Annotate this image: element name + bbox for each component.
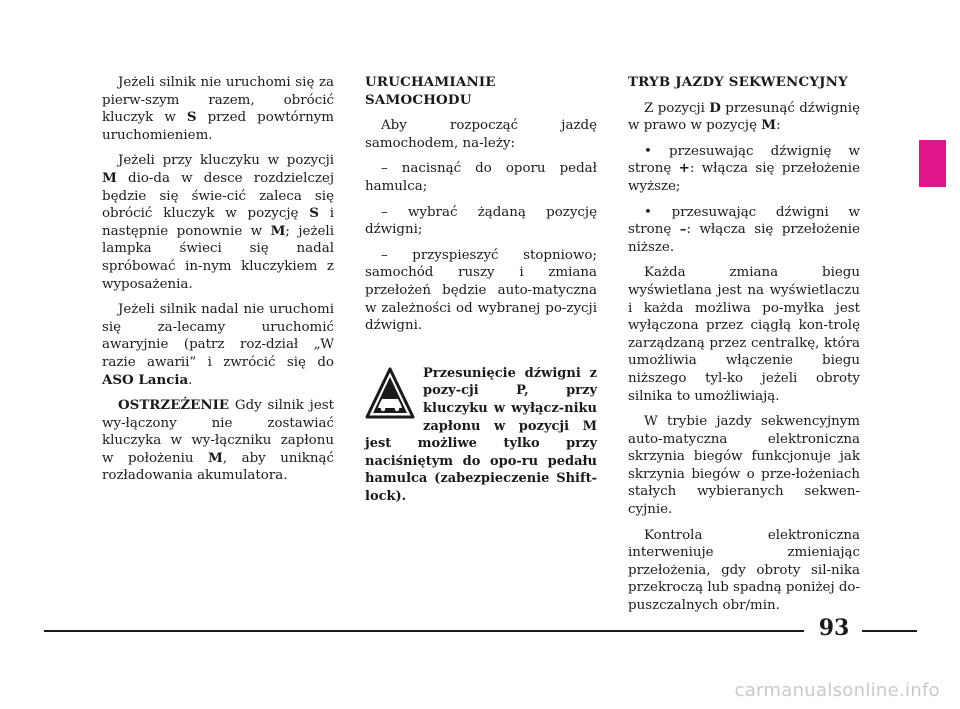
bold-text: M <box>208 449 223 466</box>
footer-rule-right <box>862 630 917 632</box>
bold-text: + <box>678 160 690 177</box>
text: przesunąć dźwignię w prawo w pozycję <box>628 100 860 134</box>
bold-text: D <box>709 99 721 116</box>
text: , aby uniknąć rozładowania akumulatora. <box>102 450 334 484</box>
warning-paragraph <box>102 397 334 485</box>
section-heading: TRYB JAZDY SEKWENCYJNY <box>628 74 848 90</box>
paragraph <box>102 152 334 293</box>
column-right <box>628 74 860 623</box>
text: Jeżeli silnik nie uruchomi się za pierw-szym razem, obrócić kluczyk w <box>102 75 334 126</box>
heading-line: SAMOCHODU <box>365 91 472 108</box>
text: • przesuwając dźwignię w stronę <box>628 143 860 177</box>
warning-text: Przesunięcie dźwigni z pozy-cji P, przy kluczyku w wyłącz-niku zapłonu w pozycji M jest możliwe tylko przy naciśniętym do opo-ru pedału hamulca (zabezpieczenie Shift-lock). <box>365 365 597 504</box>
bold-text: M <box>102 169 117 186</box>
text: • przesuwając dźwigni w stronę <box>628 204 860 238</box>
section-tab-marker <box>919 140 946 187</box>
text: dio-da w desce rozdzielczej będzie się świe-cić zaleca się obrócić kluczyk w pozycję <box>102 170 334 222</box>
list-item: – wybrać żądaną pozycję dźwigni; <box>365 204 597 238</box>
bold-text: – <box>679 221 687 238</box>
text: ; jeżeli lampka świeci się nadal spróbować in-nym kluczykiem z wyposażenia. <box>102 223 334 292</box>
list-item <box>628 204 860 257</box>
warning-box <box>365 365 597 506</box>
text: . <box>188 372 193 388</box>
text: przed powtórnym uruchomieniem. <box>102 110 334 143</box>
text: Jeżeli silnik nadal nie uruchomi się za-lecamy uruchomić awaryjnie (patrz roz-dział „W razie awarii” i zwrócić się do <box>102 302 334 370</box>
bold-text: ASO Lancia <box>102 371 189 388</box>
paragraph <box>628 100 860 135</box>
list-item: – przyspieszyć stopniowo; samochód ruszy i zmiana przełożeń będzie auto-matyczna w zależności od wybranej po-zycji dźwigni. <box>365 247 597 334</box>
text: i następnie ponownie w <box>102 206 334 239</box>
text: : <box>776 118 781 134</box>
text: : włącza się przełożenie wyższe; <box>628 161 860 194</box>
text: Gdy silnik jest wy-łączony nie zostawiać kluczyka w wy-łączniku zapłonu w położeniu <box>102 398 334 466</box>
text: Jeżeli przy kluczyku w pozycji <box>118 153 334 169</box>
bold-text: M <box>761 117 777 134</box>
paragraph <box>102 74 334 144</box>
heading-line: URUCHAMIANIE <box>365 74 496 90</box>
text: Z pozycji <box>644 100 710 116</box>
paragraph: Aby rozpocząć jazdę samochodem, na-leży: <box>365 118 597 151</box>
text: : włącza się przełożenie niższe. <box>628 222 860 255</box>
footer-rule-left <box>44 630 804 632</box>
list-item: – nacisnąć do oporu pedał hamulca; <box>365 161 597 194</box>
paragraph: Kontrola elektroniczna interweniuje zmieniając przełożenia, gdy obroty sil-nika przekroczą lub spadną poniżej do-puszczalnych obr/min. <box>628 527 861 614</box>
bold-text: S <box>309 205 319 222</box>
warning-triangle-car-icon <box>365 367 415 419</box>
column-middle <box>365 74 597 505</box>
column-left <box>102 74 334 493</box>
bold-text: S <box>186 109 197 126</box>
page-number: 93 <box>818 615 850 641</box>
watermark: carmanualsonline.info <box>734 680 940 701</box>
bold-text: OSTRZEŻENIE <box>118 397 230 414</box>
paragraph <box>102 301 334 389</box>
list-item <box>628 143 860 196</box>
bold-text: M <box>270 222 286 239</box>
section-heading <box>365 74 597 109</box>
paragraph: Każda zmiana biegu wyświetlana jest na wyświetlaczu i każda możliwa po-myłka jest wyłączona przez ciągłą kon-trolę zarządzaną przez centralkę, która umożliwia włączenie biegu niższego tyl-ko jeżeli obroty silnika to umożliwiają. <box>628 265 860 404</box>
paragraph: W trybie jazdy sekwencyjnym auto-matyczna elektroniczna skrzynia biegów funkcjonuje jak skrzynia biegów o prze-łożeniach stałych wybieranych sekwen-cyjnie. <box>628 414 860 518</box>
